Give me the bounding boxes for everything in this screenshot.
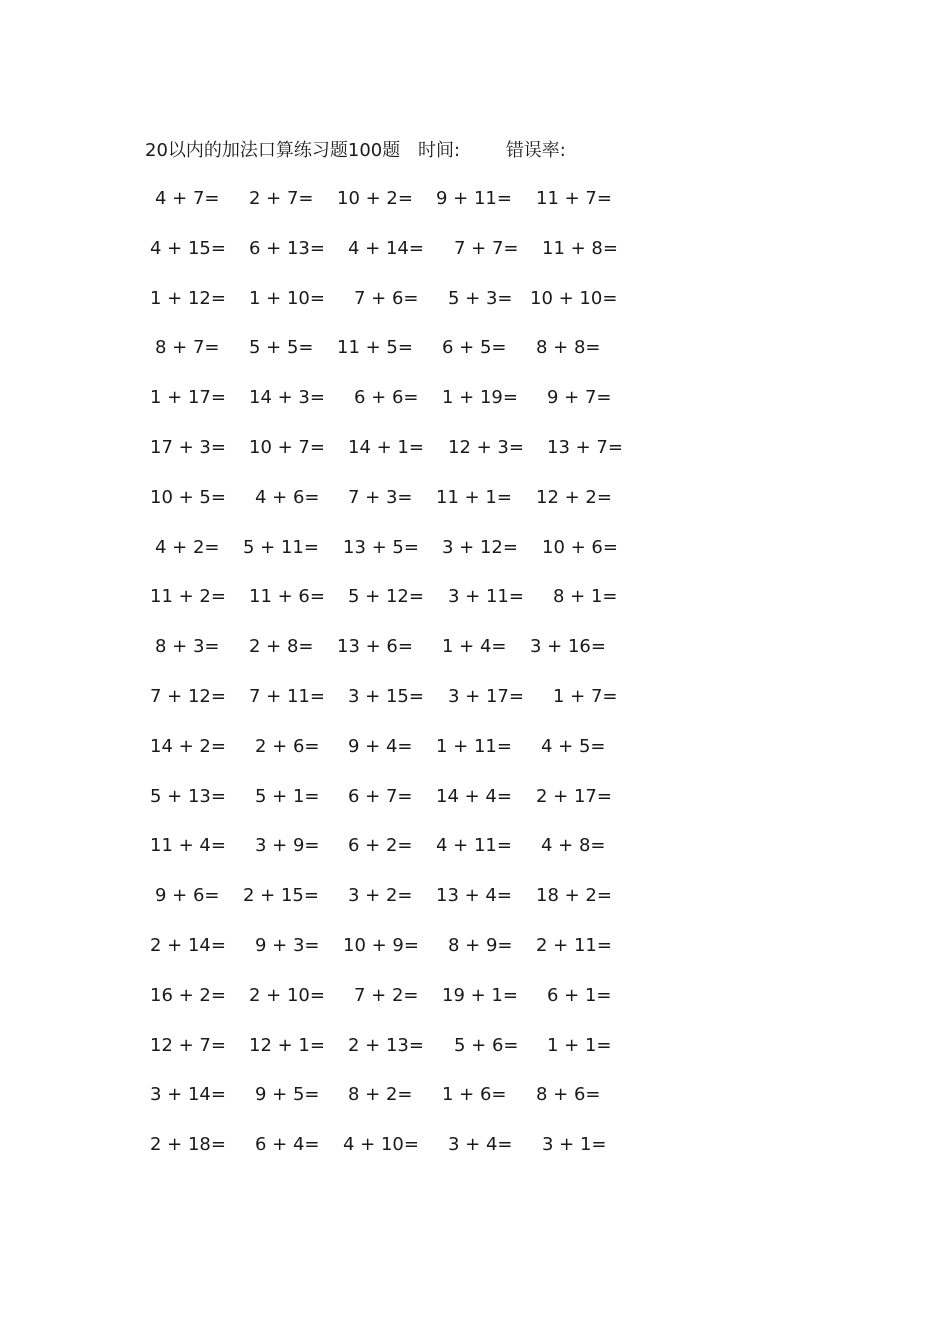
- problem-item: 5 + 5=: [249, 337, 314, 358]
- problem-item: 7 + 12=: [150, 686, 226, 707]
- problem-item: 5 + 11=: [243, 537, 319, 558]
- problem-item: 7 + 2=: [354, 985, 419, 1006]
- problem-item: 2 + 17=: [536, 786, 612, 807]
- problem-item: 13 + 5=: [343, 537, 419, 558]
- problem-item: 1 + 12=: [150, 288, 226, 309]
- problem-item: 12 + 2=: [536, 487, 612, 508]
- problem-item: 1 + 1=: [547, 1035, 612, 1056]
- problem-item: 13 + 6=: [337, 636, 413, 657]
- problem-item: 4 + 10=: [343, 1134, 419, 1155]
- problem-item: 14 + 4=: [436, 786, 512, 807]
- worksheet-title: 20以内的加法口算练习题100题: [145, 140, 401, 161]
- problem-item: 7 + 7=: [454, 238, 519, 259]
- problem-item: 12 + 7=: [150, 1035, 226, 1056]
- time-label: 时间:: [418, 140, 461, 161]
- problem-item: 10 + 7=: [249, 437, 325, 458]
- problem-item: 8 + 6=: [536, 1084, 601, 1105]
- problem-item: 5 + 1=: [255, 786, 320, 807]
- problem-item: 17 + 3=: [150, 437, 226, 458]
- problem-item: 5 + 6=: [454, 1035, 519, 1056]
- problem-item: 11 + 7=: [536, 188, 612, 209]
- problem-item: 9 + 3=: [255, 935, 320, 956]
- problem-item: 4 + 14=: [348, 238, 424, 259]
- problem-item: 1 + 4=: [442, 636, 507, 657]
- problem-item: 9 + 6=: [155, 885, 220, 906]
- problem-item: 2 + 11=: [536, 935, 612, 956]
- problem-item: 4 + 8=: [541, 835, 606, 856]
- problem-item: 14 + 2=: [150, 736, 226, 757]
- problem-item: 3 + 1=: [542, 1134, 607, 1155]
- problem-item: 1 + 11=: [436, 736, 512, 757]
- problem-item: 11 + 4=: [150, 835, 226, 856]
- problem-item: 3 + 11=: [448, 586, 524, 607]
- problem-item: 6 + 5=: [442, 337, 507, 358]
- problem-item: 2 + 6=: [255, 736, 320, 757]
- problem-item: 9 + 4=: [348, 736, 413, 757]
- problem-item: 11 + 6=: [249, 586, 325, 607]
- problem-item: 10 + 6=: [542, 537, 618, 558]
- problem-item: 1 + 19=: [442, 387, 518, 408]
- problem-item: 3 + 9=: [255, 835, 320, 856]
- problem-item: 7 + 11=: [249, 686, 325, 707]
- problem-item: 11 + 2=: [150, 586, 226, 607]
- problem-item: 12 + 3=: [448, 437, 524, 458]
- problem-item: 1 + 6=: [442, 1084, 507, 1105]
- problem-item: 13 + 7=: [547, 437, 623, 458]
- problem-item: 3 + 14=: [150, 1084, 226, 1105]
- problem-item: 8 + 7=: [155, 337, 220, 358]
- problem-item: 4 + 2=: [155, 537, 220, 558]
- problem-item: 3 + 15=: [348, 686, 424, 707]
- problem-item: 3 + 2=: [348, 885, 413, 906]
- problem-item: 6 + 7=: [348, 786, 413, 807]
- problem-item: 4 + 7=: [155, 188, 220, 209]
- problem-item: 2 + 13=: [348, 1035, 424, 1056]
- problem-item: 8 + 3=: [155, 636, 220, 657]
- problem-item: 18 + 2=: [536, 885, 612, 906]
- problem-item: 2 + 8=: [249, 636, 314, 657]
- problem-item: 2 + 18=: [150, 1134, 226, 1155]
- problem-item: 3 + 17=: [448, 686, 524, 707]
- problem-item: 1 + 7=: [553, 686, 618, 707]
- problem-item: 5 + 3=: [448, 288, 513, 309]
- error-rate-label: 错误率:: [505, 140, 566, 161]
- problem-item: 6 + 13=: [249, 238, 325, 259]
- problem-item: 4 + 15=: [150, 238, 226, 259]
- problem-item: 6 + 1=: [547, 985, 612, 1006]
- problem-item: 4 + 6=: [255, 487, 320, 508]
- problem-item: 5 + 13=: [150, 786, 226, 807]
- problem-item: 6 + 2=: [348, 835, 413, 856]
- problem-item: 7 + 3=: [348, 487, 413, 508]
- problem-item: 9 + 11=: [436, 188, 512, 209]
- problem-item: 7 + 6=: [354, 288, 419, 309]
- problem-item: 14 + 1=: [348, 437, 424, 458]
- problem-item: 3 + 4=: [448, 1134, 513, 1155]
- problem-item: 3 + 12=: [442, 537, 518, 558]
- problem-item: 2 + 15=: [243, 885, 319, 906]
- problem-item: 8 + 1=: [553, 586, 618, 607]
- problem-item: 3 + 16=: [530, 636, 606, 657]
- problem-item: 19 + 1=: [442, 985, 518, 1006]
- problem-item: 9 + 7=: [547, 387, 612, 408]
- problem-item: 11 + 8=: [542, 238, 618, 259]
- problem-item: 5 + 12=: [348, 586, 424, 607]
- problem-item: 12 + 1=: [249, 1035, 325, 1056]
- problem-item: 10 + 2=: [337, 188, 413, 209]
- problem-item: 16 + 2=: [150, 985, 226, 1006]
- problem-item: 2 + 7=: [249, 188, 314, 209]
- problem-item: 1 + 17=: [150, 387, 226, 408]
- problem-item: 8 + 8=: [536, 337, 601, 358]
- problem-item: 10 + 10=: [530, 288, 618, 309]
- problem-item: 11 + 5=: [337, 337, 413, 358]
- problem-item: 4 + 5=: [541, 736, 606, 757]
- problem-item: 14 + 3=: [249, 387, 325, 408]
- problem-item: 4 + 11=: [436, 835, 512, 856]
- problem-item: 6 + 6=: [354, 387, 419, 408]
- problem-item: 13 + 4=: [436, 885, 512, 906]
- problem-item: 1 + 10=: [249, 288, 325, 309]
- problem-item: 2 + 10=: [249, 985, 325, 1006]
- problem-item: 11 + 1=: [436, 487, 512, 508]
- problem-item: 8 + 9=: [448, 935, 513, 956]
- problem-item: 2 + 14=: [150, 935, 226, 956]
- problem-item: 8 + 2=: [348, 1084, 413, 1105]
- problem-item: 6 + 4=: [255, 1134, 320, 1155]
- problem-item: 10 + 9=: [343, 935, 419, 956]
- problem-item: 9 + 5=: [255, 1084, 320, 1105]
- problem-item: 10 + 5=: [150, 487, 226, 508]
